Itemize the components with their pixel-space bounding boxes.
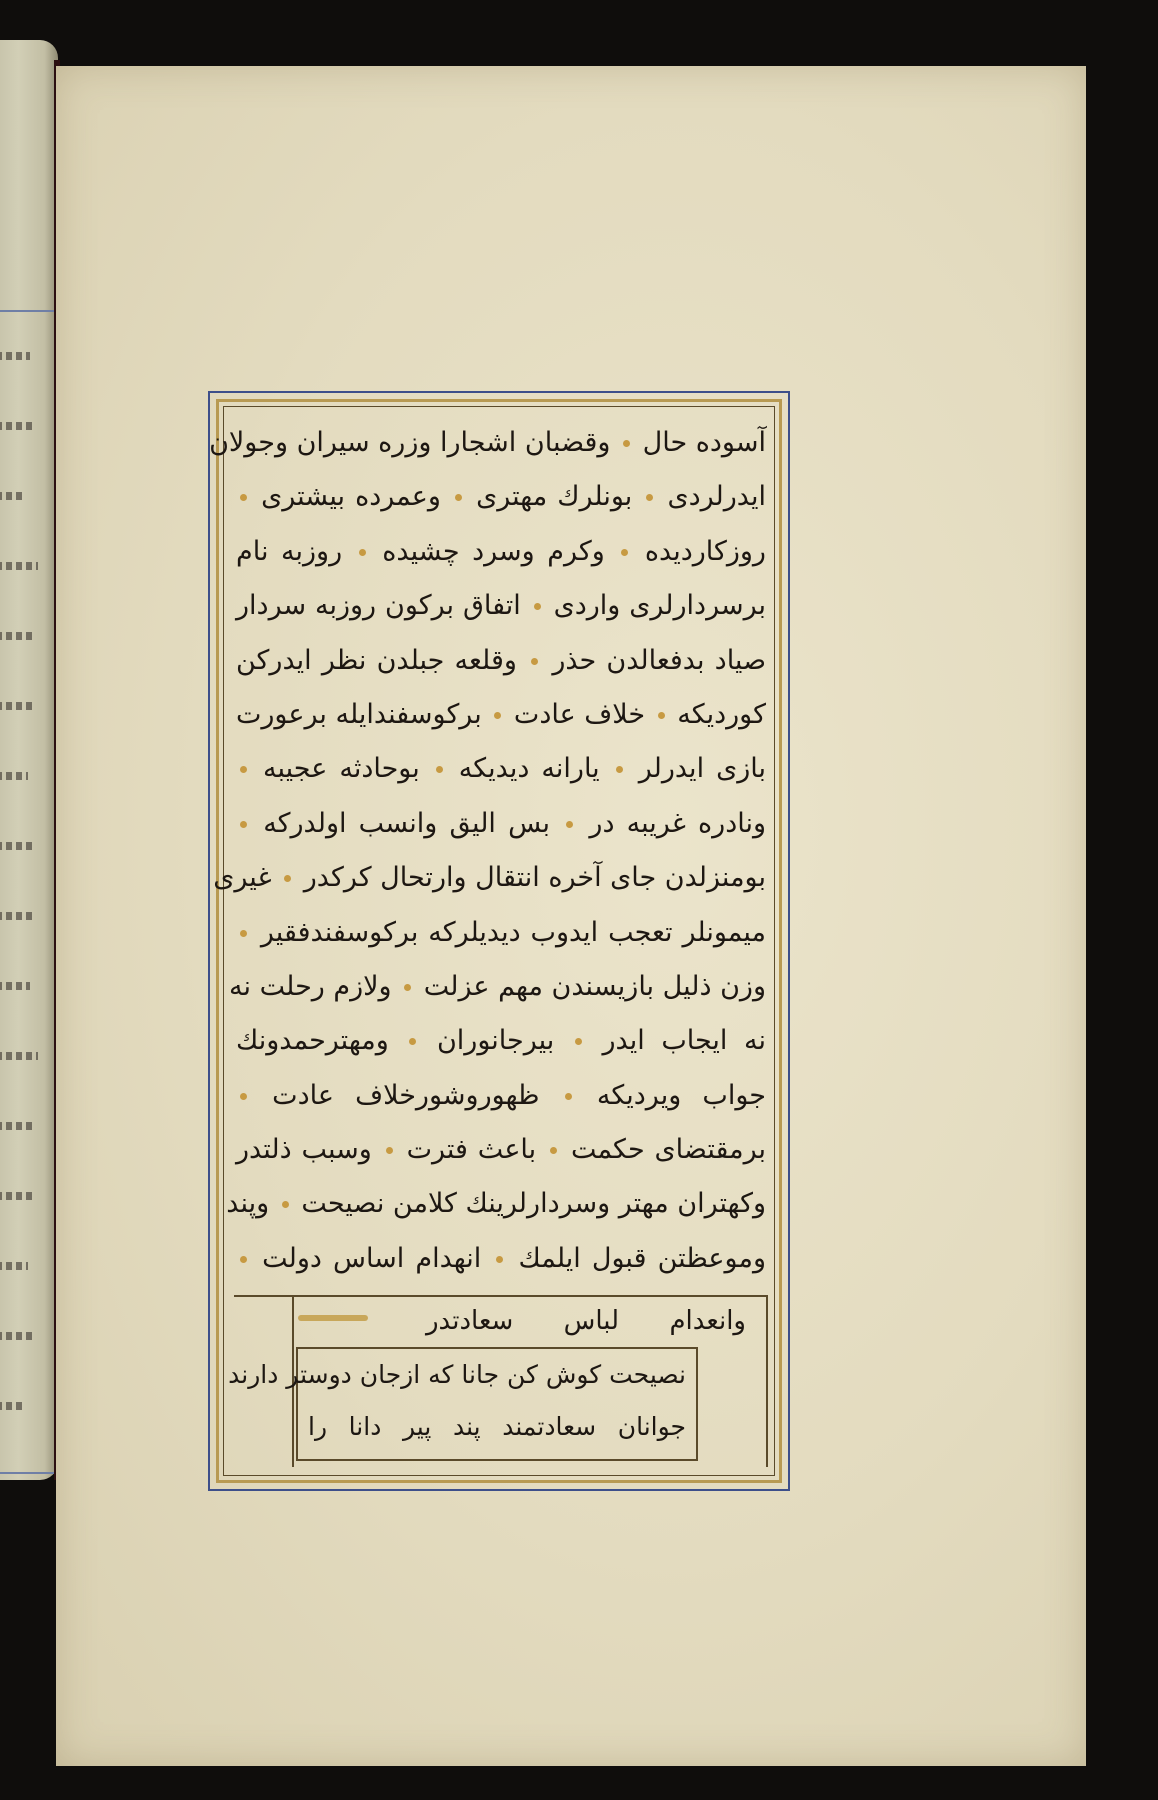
- gold-dot-separator: [623, 440, 630, 447]
- gold-dot-separator: [494, 712, 501, 719]
- facing-text-line: [0, 1402, 24, 1410]
- verse-line: نصیحت كوش كن جانا كه ازجان دوستر دارند: [228, 1360, 686, 1389]
- facing-text-line: [0, 982, 30, 990]
- prose-block: [209, 417, 768, 1297]
- gold-dot-separator: [240, 821, 247, 828]
- prose-line: وموعظتن قبول ایلمك انهدام اساس دولت: [236, 1237, 766, 1289]
- gold-dot-separator: [436, 766, 443, 773]
- gold-dot-separator: [386, 1147, 393, 1154]
- gold-dot-separator: [534, 603, 541, 610]
- gold-dot-separator: [616, 766, 623, 773]
- gold-dot-separator: [240, 1093, 247, 1100]
- gold-dot-separator: [566, 821, 573, 828]
- prose-line: بومنزلدن جای آخره انتقال وارتحال كركدر غیری: [213, 862, 766, 894]
- prose-line: ایدرلردی بونلرك مهتری وعمرده بیشتری: [236, 475, 766, 527]
- facing-text-line: [0, 1052, 38, 1060]
- gold-dot-separator: [455, 494, 462, 501]
- facing-page-frame: [0, 310, 56, 1474]
- prose-closing-line: وانعدام لباس سعادتدر: [426, 1306, 746, 1336]
- gold-dot-separator: [240, 766, 247, 773]
- gold-dot-separator: [565, 1093, 572, 1100]
- gold-dot-separator: [282, 1201, 289, 1208]
- facing-text-line: [0, 1262, 28, 1270]
- gold-dot-separator: [284, 875, 291, 882]
- facing-text-line: [0, 772, 28, 780]
- gold-dot-separator: [240, 494, 247, 501]
- prose-line: وكهتران مهتر وسردارلرینك كلامن نصیحت وپند: [226, 1188, 766, 1220]
- gold-dot-separator: [550, 1147, 557, 1154]
- manuscript-page: [56, 66, 1086, 1766]
- prose-line: صیاد بدفعالدن حذر وقلعه جبلدن نظر ایدركن: [236, 644, 766, 676]
- prose-line: ونادره غریبه در بس الیق وانسب اولدركه: [236, 802, 766, 854]
- prose-line: بازی ایدرلر یارانه دیدیكه بوحادثه عجیبه: [236, 747, 766, 799]
- gold-dot-separator: [531, 658, 538, 665]
- gold-dot-separator: [646, 494, 653, 501]
- gold-dot-separator: [496, 1256, 503, 1263]
- prose-line: آسوده حال وقضبان اشجارا وزره سیران وجولان: [209, 427, 766, 458]
- facing-text-line: [0, 1332, 34, 1340]
- facing-text-line: [0, 1192, 36, 1200]
- gold-dot-separator: [240, 930, 247, 937]
- gold-filler-stroke: [298, 1315, 368, 1321]
- verse-section: [228, 1297, 768, 1467]
- facing-text-line: [0, 912, 36, 920]
- gold-dot-separator: [240, 1256, 247, 1263]
- gold-dot-separator: [658, 712, 665, 719]
- prose-line: برمقتضای حكمت باعث فترت وسبب ذلتدر: [236, 1134, 766, 1166]
- facing-text-line: [0, 842, 34, 850]
- prose-line: برسردارلری واردی اتفاق بركون روزبه سردار: [236, 590, 766, 622]
- facing-page-edge: [0, 40, 58, 1480]
- prose-line: نه ایجاب ایدر بیرجانوران ومهترحمدونك: [236, 1025, 766, 1057]
- prose-line: روزكاردیده وكرم وسرد چشیده روزبه نام: [236, 535, 766, 567]
- verse-line: جوانان سعادتمند پند پیر دانا را: [308, 1412, 686, 1441]
- prose-line: كوردیكه خلاف عادت بركوسفندایله برعورت: [235, 698, 766, 730]
- gold-dot-separator: [359, 549, 366, 556]
- gold-dot-separator: [409, 1038, 416, 1045]
- facing-text-line: [0, 702, 36, 710]
- gold-dot-separator: [575, 1038, 582, 1045]
- prose-line: میمونلر تعجب ایدوب دیدیلركه بركوسفندفقیر: [236, 911, 766, 963]
- facing-text-line: [0, 422, 36, 430]
- facing-text-line: [0, 1122, 32, 1130]
- facing-text-line: [0, 352, 30, 360]
- facing-text-line: [0, 632, 32, 640]
- prose-line: وزن ذلیل بازیسندن مهم عزلت ولازم رحلت نه: [229, 970, 766, 1002]
- prose-line: جواب ویردیكه ظهوروشورخلاف عادت: [236, 1074, 766, 1126]
- column-rule: [766, 1297, 768, 1467]
- gold-dot-separator: [621, 549, 628, 556]
- verse-panel: [228, 1347, 698, 1461]
- text-frame: [208, 391, 790, 1491]
- facing-text-line: [0, 492, 26, 500]
- facing-text-line: [0, 562, 38, 570]
- gold-dot-separator: [404, 984, 411, 991]
